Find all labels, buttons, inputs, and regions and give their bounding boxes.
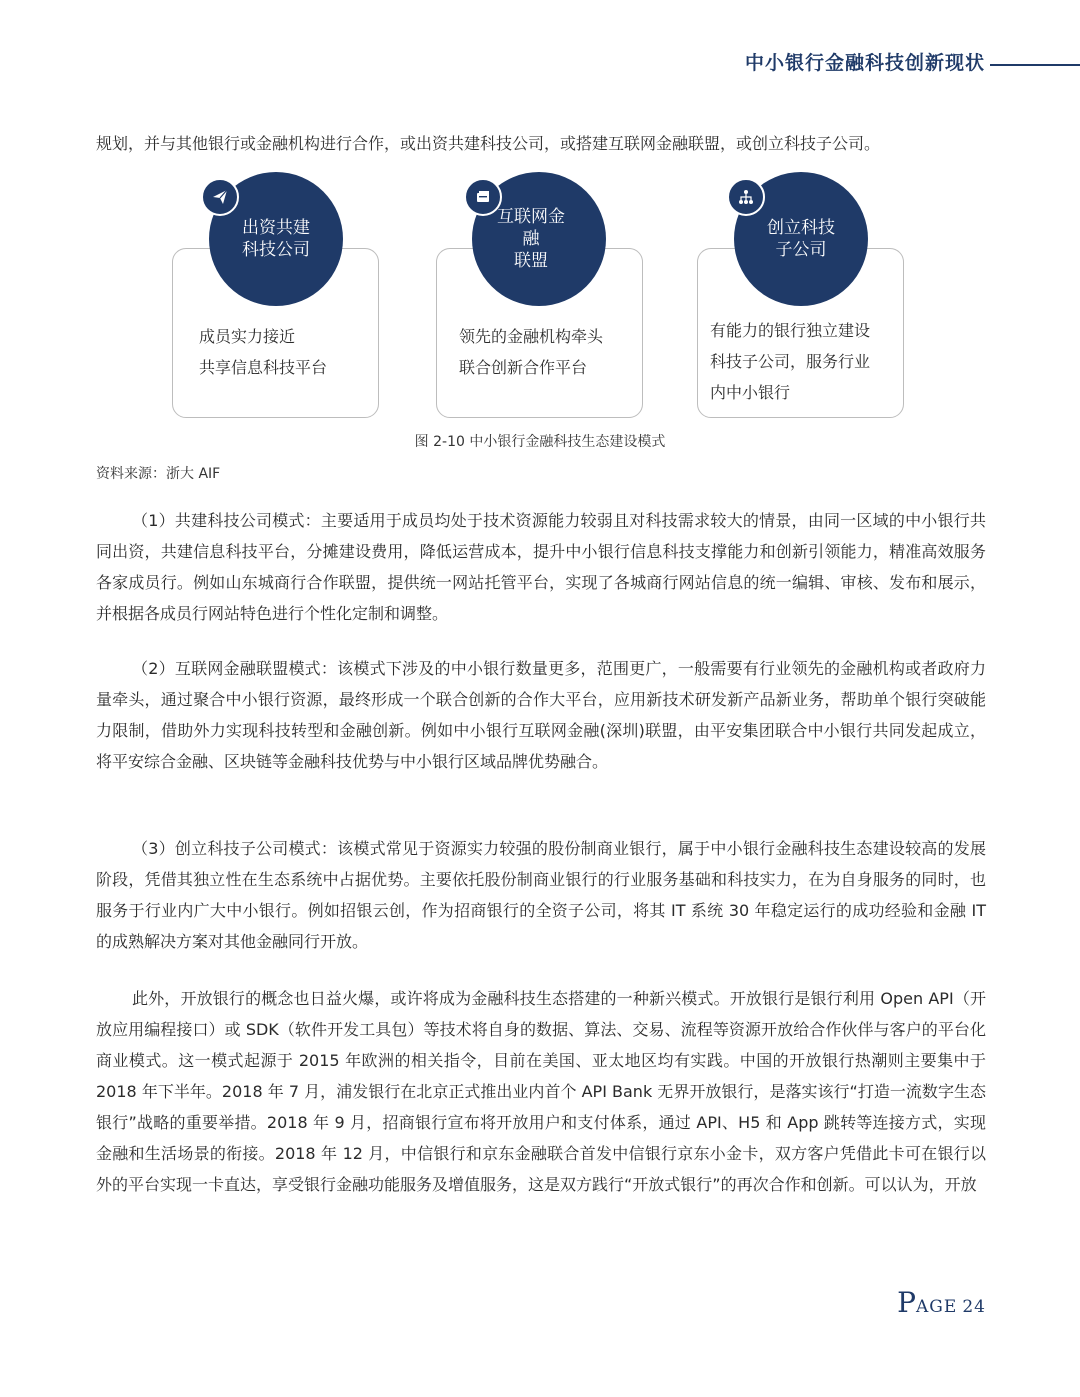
page-header-title: 中小银行金融科技创新现状 — [744, 52, 985, 74]
circle-title-line1: 互联网金融 — [497, 207, 565, 249]
network-icon — [727, 178, 765, 216]
header-rule — [990, 64, 1080, 66]
paragraph-joint-tech-company: （1）共建科技公司模式：主要适用于成员均处于技术资源能力较弱且对科技需求较大的情景，由同一区域的中小银行共同出资，共建信息科技平台，分摊建设费用，降低运营成本，提升中小银行信息科技支撑能力和创新引领能力，精准高效服务各家成员行。例如山东城商行合作联盟，提供统一网站托管平台，实现了各城商行网站信息的统一编辑、审核、发布和展示，并根据各成员行网站特色进行个性化定制和调整。 — [96, 511, 986, 623]
paper-plane-icon — [201, 178, 239, 216]
circle-title-line2: 子公司 — [775, 240, 827, 260]
paragraph-open-banking: 此外，开放银行的概念也日益火爆，或许将成为金融科技生态搭建的一种新兴模式。开放银行是银行利用 Open API（开放应用编程接口）或 SDK（软件开发工具包）等技术将自身的数据、算法、交易、流程等资源开放给合作伙伴与客户的平台化商业模式。这一模式起源于 2015 年欧洲的相关指令，目前在美国、亚太地区均有实践。中国的开放银行热潮则主要集中于 2018 年下半年。2018 年 7 月，浦发银行在北京正式推出业内首个 API Bank 无界开放银行，是落实该行“打造一流数字生态银行”战略的重要举措。2018 年 9 月，招商银行宣布将开放用户和支付体系，通过 API、H5 和 App 跳转等连接方式，实现金融和生活场景的衔接。2018 年 12 月，中信银行和京东金融联合首发中信银行京东小金卡，双方客户凭借此卡可在银行以外的平台实现一卡直达，享受银行金融功能服务及增值服务，这是双方践行“开放式银行”的再次合作和创新。可以认为，开放 — [96, 989, 986, 1194]
circle-title-line2: 联盟 — [514, 251, 548, 271]
card-description: 领先的金融机构牵头 联合创新合作平台 — [459, 327, 604, 377]
card-description: 有能力的银行独立建设 科技子公司，服务行业 内中小银行 — [710, 321, 871, 402]
page-number: PAGE 24 — [897, 1286, 986, 1319]
paragraph-internet-finance-alliance: （2）互联网金融联盟模式：该模式下涉及的中小银行数量更多，范围更广，一般需要有行业领先的金融机构或者政府力量牵头，通过聚合中小银行资源，最终形成一个联合创新的合作大平台，应用新技术研发新产品新业务，帮助单个银行突破能力限制，借助外力实现科技转型和金融创新。例如中小银行互联网金融(深圳)联盟，由平安集团联合中小银行共同发起成立，将平安综合金融、区块链等金融科技优势与中小银行区域品牌优势融合。 — [96, 659, 986, 771]
circle-title-line1: 创立科技 — [767, 218, 835, 238]
paragraph-tech-subsidiary: （3）创立科技子公司模式：该模式常见于资源实力较强的股份制商业银行，属于中小银行金融科技生态建设较高的发展阶段，凭借其独立性在生态系统中占据优势。主要依托股份制商业银行的行业服务基础和科技实力，在为自身服务的同时，也服务于行业内广大中小银行。例如招银云创，作为招商银行的全资子公司，将其 IT 系统 30 年稳定运行的成功经验和金融 IT 的成熟解决方案对其他金融同行开放。 — [96, 839, 986, 951]
circle-title-line1: 出资共建 — [242, 218, 310, 238]
card-description: 成员实力接近 共享信息科技平台 — [199, 327, 328, 377]
figure-source: 资料来源：浙大 AIF — [96, 466, 221, 482]
intro-text: 规划，并与其他银行或金融机构进行合作，或出资共建科技公司，或搭建互联网金融联盟，或创立科技子公司。 — [96, 134, 881, 153]
card-icon — [464, 178, 502, 216]
circle-title-line2: 科技公司 — [242, 240, 310, 260]
figure-caption: 图 2-10 中小银行金融科技生态建设模式 — [414, 434, 666, 450]
